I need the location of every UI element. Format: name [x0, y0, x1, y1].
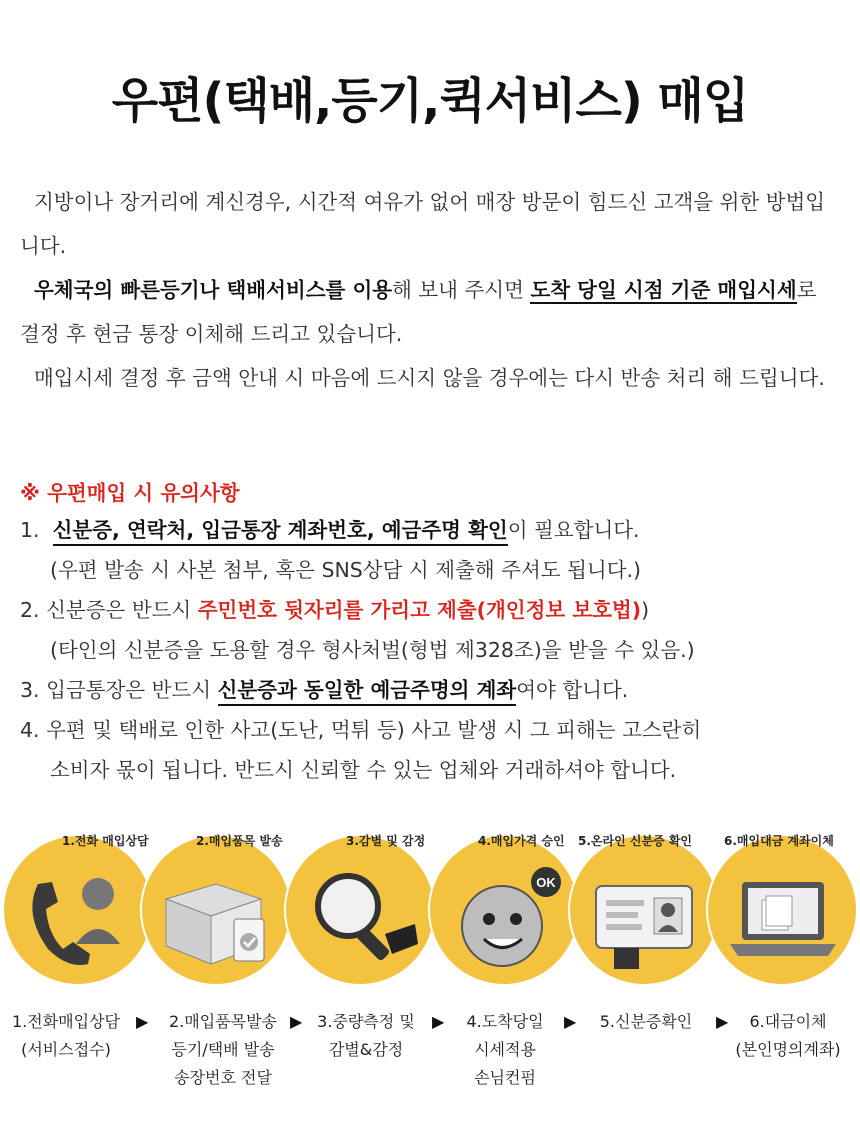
step-caption-3: 3.감별 및 감정 — [346, 834, 426, 848]
notice-item-1-highlight: 신분증, 연락처, 입금통장 계좌번호, 예금주명 확인 — [53, 518, 508, 546]
item-number: 4. — [20, 718, 40, 742]
process-illustration — [0, 820, 860, 1010]
item-number: 3. — [20, 678, 40, 702]
process-step-3 — [306, 1008, 426, 1064]
notice-item-2-sub: (타인의 신분증을 도용할 경우 형사처벌(형법 제328조)을 받을 수 있음.) — [50, 638, 695, 662]
intro-paragraph-3: 매입시세 결정 후 금액 안내 시 마음에 드시지 않을 경우에는 다시 반송 처리 해 드립니다. — [34, 366, 825, 390]
appraisal-illustration — [284, 834, 436, 986]
notice-item-4 — [20, 710, 850, 750]
step-sublabel: (본인명의계좌) — [735, 1040, 841, 1059]
step-label: 3.중량측정 및 — [317, 1012, 415, 1031]
notice-item-1 — [20, 510, 850, 550]
item-number: 1. — [20, 518, 40, 542]
process-step-1 — [2, 1008, 130, 1064]
item-text: ) — [641, 598, 650, 622]
magnifier-icon — [300, 864, 420, 974]
notice-title: ※ 우편매입 시 유의사항 — [20, 481, 240, 505]
notice-item-4-sub: 소비자 몫이 됩니다. 반드시 신뢰할 수 있는 업체와 거래하셔야 합니다. — [50, 758, 677, 782]
step-arrow-icon: ▶ — [136, 1012, 149, 1031]
bank-transfer-illustration — [706, 834, 858, 986]
intro-highlight-price: 도착 당일 시점 기준 매입시세 — [530, 278, 797, 302]
notice-list — [20, 510, 850, 790]
notice-item-3-highlight: 신분증과 동일한 예금주명의 계좌 — [218, 678, 517, 706]
parcel-shipping-illustration — [140, 834, 292, 986]
item-text: 여야 합니다. — [516, 678, 629, 702]
step-label: 4.도착당일 — [466, 1012, 544, 1031]
step-label: 5.신분증확인 — [599, 1012, 693, 1031]
id-card-icon — [584, 864, 704, 974]
phone-consult-illustration — [2, 834, 154, 986]
ok-badge: OK — [536, 875, 556, 890]
id-check-illustration — [568, 834, 720, 986]
process-step-6 — [718, 1008, 858, 1064]
parcel-box-icon — [156, 864, 276, 974]
laptop-icon — [722, 864, 842, 974]
step-sublabel: (서비스접수) — [21, 1040, 111, 1059]
notice-item-2 — [20, 590, 850, 630]
step-sublabel: 손님컨펌 — [474, 1068, 536, 1087]
phone-icon — [18, 864, 138, 974]
notice-item-3 — [20, 670, 850, 710]
item-text: 신분증은 반드시 — [46, 598, 198, 622]
intro-paragraph-1: 지방이나 장거리에 계신경우, 시간적 여유가 없어 매장 방문이 힘드신 고객을 위한 방법입니다. — [20, 190, 826, 258]
item-text: 입금통장은 반드시 — [46, 678, 218, 702]
step-caption-2: 2.매입품목 발송 — [196, 834, 283, 848]
step-arrow-icon: ▶ — [432, 1012, 445, 1031]
step-caption-6: 6.매입대금 계좌이체 — [724, 834, 834, 848]
process-steps — [0, 1008, 860, 1108]
price-approval-illustration — [428, 834, 580, 986]
step-arrow-icon: ▶ — [564, 1012, 577, 1031]
step-caption-1: 1.전화 매입상담 — [62, 834, 149, 848]
ok-face-icon — [444, 864, 564, 974]
step-sublabel: 시세적용 — [474, 1040, 536, 1059]
process-step-2 — [158, 1008, 288, 1092]
item-text: 이 필요합니다. — [507, 518, 640, 542]
step-sublabel: 등기/택배 발송 — [171, 1040, 275, 1059]
item-number: 2. — [20, 598, 40, 622]
intro-text: 해 보내 주시면 — [392, 278, 531, 302]
step-label: 1.전화매입상담 — [11, 1012, 120, 1031]
step-label: 6.대금이체 — [749, 1012, 827, 1031]
step-arrow-icon: ▶ — [290, 1012, 303, 1031]
step-caption-4: 4.매입가격 승인 — [478, 834, 565, 848]
step-caption-5: 5.온라인 신분증 확인 — [578, 834, 693, 848]
notice-item-1-sub: (우편 발송 시 사본 첨부, 혹은 SNS상담 시 제출해 주셔도 됩니다.) — [50, 558, 642, 582]
process-step-5 — [586, 1008, 706, 1036]
step-label: 2.매입품목발송 — [168, 1012, 277, 1031]
notice-item-2-warning: 주민번호 뒷자리를 가리고 제출(개인정보 보호법) — [197, 598, 642, 622]
intro-paragraph-2 — [20, 268, 840, 356]
page-title: 우편(택배,등기,퀵서비스) 매입 — [111, 73, 749, 129]
intro-text: 로 결정 후 현금 통장 이체해 드리고 있습니다. — [20, 278, 817, 346]
process-step-4 — [450, 1008, 560, 1092]
step-sublabel: 감별&감정 — [328, 1040, 404, 1059]
step-arrow-icon: ▶ — [716, 1012, 729, 1031]
intro-section — [20, 180, 840, 400]
step-sublabel: 송장번호 전달 — [174, 1068, 272, 1087]
intro-highlight-service: 우체국의 빠른등기나 택배서비스를 이용 — [34, 278, 393, 302]
item-text: 우편 및 택배로 인한 사고(도난, 먹튀 등) 사고 발생 시 그 피해는 고스란히 — [46, 718, 702, 742]
